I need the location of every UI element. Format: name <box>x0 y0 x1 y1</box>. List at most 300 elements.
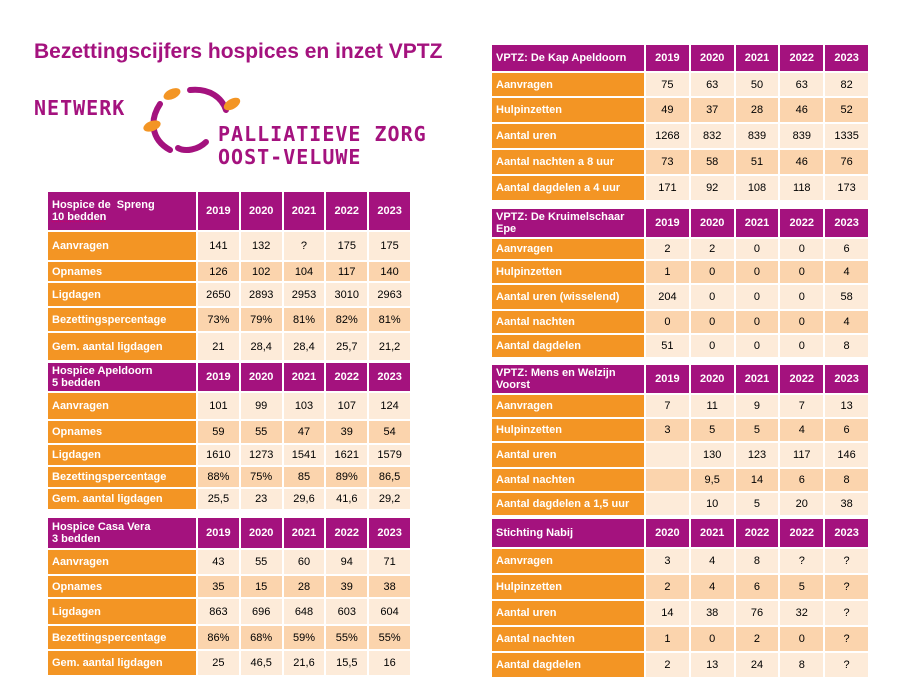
cell: 25 <box>198 651 239 675</box>
cell: 59 <box>198 421 239 443</box>
cell: 52 <box>825 98 868 122</box>
table-row <box>492 124 868 148</box>
cell: 1 <box>646 627 689 651</box>
table-row <box>492 285 868 309</box>
table-row <box>492 73 868 96</box>
cell: 124 <box>369 393 410 419</box>
cell: 21 <box>198 333 239 360</box>
cell: 86% <box>198 626 239 649</box>
table-title-line1: Hospice Apeldoorn <box>52 365 153 377</box>
cell: 81% <box>369 308 410 331</box>
cell: 76 <box>825 150 868 174</box>
cell: 76 <box>736 601 779 625</box>
cell: 60 <box>284 550 325 574</box>
year-header: 2019 <box>198 192 239 230</box>
cell: 175 <box>369 232 410 260</box>
year-header: 2022 <box>326 192 367 230</box>
row-label: Gem. aantal ligdagen <box>48 489 196 509</box>
year-header: 2022 <box>326 363 367 391</box>
table-hospice-spreng <box>46 190 412 362</box>
cell: 103 <box>284 393 325 419</box>
cell: 23 <box>241 489 282 509</box>
cell: 8 <box>736 549 779 573</box>
table-title-line2: 10 bedden <box>52 211 107 223</box>
table-row <box>48 489 410 509</box>
cell: 29,2 <box>369 489 410 509</box>
row-label: Opnames <box>48 262 196 281</box>
cell: 41,6 <box>326 489 367 509</box>
row-label: Opnames <box>48 576 196 597</box>
cell: 11 <box>691 395 734 417</box>
cell: 28 <box>284 576 325 597</box>
cell: 3010 <box>326 283 367 306</box>
cell: 7 <box>646 395 689 417</box>
cell: ? <box>825 601 868 625</box>
row-label: Bezettingspercentage <box>48 467 196 487</box>
year-header: 2022 <box>780 45 823 71</box>
cell: 696 <box>241 599 282 624</box>
cell: ? <box>825 549 868 573</box>
cell: 175 <box>326 232 367 260</box>
cell: 863 <box>198 599 239 624</box>
year-header: 2020 <box>691 45 734 71</box>
row-label: Aantal nachten <box>492 469 644 491</box>
year-header: 2019 <box>646 209 689 237</box>
cell: 1610 <box>198 445 239 465</box>
table-title-line1: VPTZ: Mens en Welzijn <box>496 367 616 379</box>
cell: 55% <box>326 626 367 649</box>
cell: 49 <box>646 98 689 122</box>
cell: 5 <box>691 419 734 441</box>
page-title: Bezettingscijfers hospices en inzet VPTZ <box>34 40 443 63</box>
cell: 0 <box>646 311 689 333</box>
cell: 89% <box>326 467 367 487</box>
table-title: VPTZ: De Kruimelschaar Epe <box>492 209 644 237</box>
table-title-line2: 5 bedden <box>52 377 101 389</box>
cell: 43 <box>198 550 239 574</box>
cell: 204 <box>646 285 689 309</box>
cell: 6 <box>736 575 779 599</box>
cell: 20 <box>780 493 823 515</box>
year-header: 2020 <box>241 363 282 391</box>
table-row <box>48 550 410 574</box>
table-row <box>492 311 868 333</box>
table-row <box>492 98 868 122</box>
row-label: Ligdagen <box>48 445 196 465</box>
cell: 38 <box>691 601 734 625</box>
cell: 0 <box>736 285 779 309</box>
cell: 9,5 <box>691 469 734 491</box>
cell: 55 <box>241 550 282 574</box>
cell: 1335 <box>825 124 868 148</box>
table-row <box>492 493 868 515</box>
cell: 55% <box>369 626 410 649</box>
row-label: Aantal dagdelen a 1,5 uur <box>492 493 644 515</box>
cell: 0 <box>736 335 779 357</box>
year-header: 2020 <box>241 518 282 548</box>
cell: 603 <box>326 599 367 624</box>
cell: 2 <box>646 239 689 259</box>
cell: 8 <box>780 653 823 677</box>
table-row <box>492 176 868 200</box>
cell: 2650 <box>198 283 239 306</box>
cell: 171 <box>646 176 689 200</box>
cell: 10 <box>691 493 734 515</box>
cell <box>646 469 689 491</box>
cell <box>646 443 689 467</box>
cell: 0 <box>691 261 734 283</box>
cell: 0 <box>691 285 734 309</box>
cell: 0 <box>780 627 823 651</box>
cell: 6 <box>825 419 868 441</box>
logo <box>30 88 430 168</box>
cell: 92 <box>691 176 734 200</box>
year-header: 2021 <box>691 519 734 547</box>
cell: 604 <box>369 599 410 624</box>
cell: 68% <box>241 626 282 649</box>
cell: 51 <box>736 150 779 174</box>
row-label: Aantal dagdelen <box>492 335 644 357</box>
row-label: Aantal uren <box>492 443 644 467</box>
year-header: 2019 <box>198 518 239 548</box>
cell: 75 <box>646 73 689 96</box>
cell: 3 <box>646 549 689 573</box>
row-label: Aanvragen <box>492 239 644 259</box>
cell: 1273 <box>241 445 282 465</box>
cell: 107 <box>326 393 367 419</box>
cell: 104 <box>284 262 325 281</box>
cell: 46,5 <box>241 651 282 675</box>
cell: ? <box>780 549 823 573</box>
year-header: 2023 <box>825 365 868 393</box>
cell: 3 <box>646 419 689 441</box>
table-vptz-voorst <box>490 363 870 517</box>
cell: 123 <box>736 443 779 467</box>
row-label: Aantal dagdelen <box>492 653 644 677</box>
cell: 0 <box>780 239 823 259</box>
year-header: 2023 <box>825 209 868 237</box>
cell: 1541 <box>284 445 325 465</box>
row-label: Gem. aantal ligdagen <box>48 333 196 360</box>
cell: 28,4 <box>241 333 282 360</box>
row-label: Aanvragen <box>48 550 196 574</box>
table-title-line2: 3 bedden <box>52 533 101 545</box>
year-header: 2021 <box>736 45 779 71</box>
row-label: Aanvragen <box>492 549 644 573</box>
cell: 1 <box>646 261 689 283</box>
cell: 24 <box>736 653 779 677</box>
cell: 82% <box>326 308 367 331</box>
cell: 13 <box>825 395 868 417</box>
row-label: Hulpinzetten <box>492 98 644 122</box>
cell: 2 <box>736 627 779 651</box>
table-row <box>48 626 410 649</box>
year-header: 2023 <box>369 192 410 230</box>
cell: 46 <box>780 150 823 174</box>
cell: 2 <box>646 575 689 599</box>
cell: 648 <box>284 599 325 624</box>
logo-text-oost-veluwe: OOST-VELUWE <box>218 145 362 169</box>
row-label: Aantal nachten a 8 uur <box>492 150 644 174</box>
cell: 839 <box>780 124 823 148</box>
year-header: 2020 <box>646 519 689 547</box>
cell: 9 <box>736 395 779 417</box>
table-row <box>492 601 868 625</box>
cell: 117 <box>780 443 823 467</box>
cell <box>646 493 689 515</box>
row-label: Aantal nachten <box>492 311 644 333</box>
cell: 28 <box>736 98 779 122</box>
table-row <box>492 239 868 259</box>
cell: 101 <box>198 393 239 419</box>
row-label: Bezettingspercentage <box>48 308 196 331</box>
cell: 2963 <box>369 283 410 306</box>
table-row <box>492 443 868 467</box>
cell: 0 <box>691 311 734 333</box>
table-row <box>492 469 868 491</box>
table-row <box>48 333 410 360</box>
cell: 99 <box>241 393 282 419</box>
table-row <box>48 232 410 260</box>
year-header: 2019 <box>646 45 689 71</box>
cell: 79% <box>241 308 282 331</box>
cell: 2953 <box>284 283 325 306</box>
cell: 2 <box>691 239 734 259</box>
table-stichting-nabij <box>490 517 870 679</box>
cell: 55 <box>241 421 282 443</box>
cell: 32 <box>780 601 823 625</box>
cell: 4 <box>691 575 734 599</box>
table-row <box>48 393 410 419</box>
year-header: 2020 <box>241 192 282 230</box>
table-row <box>492 335 868 357</box>
cell: 5 <box>736 419 779 441</box>
cell: 86,5 <box>369 467 410 487</box>
cell: 39 <box>326 421 367 443</box>
table-vptz-kruimelschaar <box>490 207 870 359</box>
cell: 146 <box>825 443 868 467</box>
cell: 4 <box>691 549 734 573</box>
cell: 0 <box>780 261 823 283</box>
cell: 63 <box>780 73 823 96</box>
row-label: Aanvragen <box>492 395 644 417</box>
cell: 25,5 <box>198 489 239 509</box>
cell: ? <box>825 627 868 651</box>
cell: 130 <box>691 443 734 467</box>
year-header: 2021 <box>736 209 779 237</box>
table-title <box>48 518 196 548</box>
row-label: Aanvragen <box>48 232 196 260</box>
cell: 28,4 <box>284 333 325 360</box>
cell: 141 <box>198 232 239 260</box>
cell: 51 <box>646 335 689 357</box>
cell: ? <box>284 232 325 260</box>
cell: 46 <box>780 98 823 122</box>
year-header: 2021 <box>736 365 779 393</box>
cell: 8 <box>825 469 868 491</box>
cell: 21,6 <box>284 651 325 675</box>
cell: 38 <box>825 493 868 515</box>
row-label: Hulpinzetten <box>492 575 644 599</box>
row-label: Hulpinzetten <box>492 261 644 283</box>
row-label: Aantal uren <box>492 601 644 625</box>
table-row <box>492 419 868 441</box>
cell: 25,7 <box>326 333 367 360</box>
cell: 15 <box>241 576 282 597</box>
table-title: VPTZ: De Kap Apeldoorn <box>492 45 644 71</box>
cell: 1621 <box>326 445 367 465</box>
cell: 126 <box>198 262 239 281</box>
cell: 50 <box>736 73 779 96</box>
year-header: 2023 <box>825 519 868 547</box>
row-label: Ligdagen <box>48 283 196 306</box>
cell: 1268 <box>646 124 689 148</box>
table-row <box>48 651 410 675</box>
cell: 0 <box>691 335 734 357</box>
cell: 58 <box>825 285 868 309</box>
cell: 47 <box>284 421 325 443</box>
table-row <box>48 421 410 443</box>
cell: 58 <box>691 150 734 174</box>
cell: 5 <box>780 575 823 599</box>
cell: 14 <box>646 601 689 625</box>
row-label: Aantal nachten <box>492 627 644 651</box>
table-title <box>48 363 196 391</box>
row-label: Opnames <box>48 421 196 443</box>
logo-text-netwerk: NETWERK <box>34 96 126 120</box>
table-title-line1: Hospice de Spreng <box>52 199 155 211</box>
cell: 21,2 <box>369 333 410 360</box>
cell: 4 <box>825 311 868 333</box>
table-row <box>492 575 868 599</box>
cell: 75% <box>241 467 282 487</box>
table-row <box>492 395 868 417</box>
year-header: 2022 <box>780 209 823 237</box>
row-label: Ligdagen <box>48 599 196 624</box>
cell: 73% <box>198 308 239 331</box>
cell: 81% <box>284 308 325 331</box>
year-header: 2019 <box>646 365 689 393</box>
cell: 54 <box>369 421 410 443</box>
cell: 14 <box>736 469 779 491</box>
logo-text-palliatieve: PALLIATIEVE ZORG <box>218 122 427 146</box>
table-title-line1: Hospice Casa Vera <box>52 521 151 533</box>
row-label: Aantal dagdelen a 4 uur <box>492 176 644 200</box>
cell: 82 <box>825 73 868 96</box>
table-row <box>48 262 410 281</box>
cell: 6 <box>825 239 868 259</box>
cell: 140 <box>369 262 410 281</box>
row-label: Hulpinzetten <box>492 419 644 441</box>
cell: 63 <box>691 73 734 96</box>
cell: 88% <box>198 467 239 487</box>
cell: 8 <box>825 335 868 357</box>
table-row <box>492 627 868 651</box>
cell: 0 <box>736 239 779 259</box>
year-header: 2022 <box>780 365 823 393</box>
cell: 4 <box>780 419 823 441</box>
cell: 0 <box>780 285 823 309</box>
cell: 117 <box>326 262 367 281</box>
cell: 37 <box>691 98 734 122</box>
year-header: 2022 <box>736 519 779 547</box>
table-title <box>492 365 644 393</box>
year-header: 2022 <box>780 519 823 547</box>
cell: 94 <box>326 550 367 574</box>
cell: 4 <box>825 261 868 283</box>
table-row <box>48 283 410 306</box>
year-header: 2021 <box>284 518 325 548</box>
cell: 6 <box>780 469 823 491</box>
cell: 839 <box>736 124 779 148</box>
cell: 0 <box>780 335 823 357</box>
table-row <box>492 150 868 174</box>
cell: 2893 <box>241 283 282 306</box>
cell: 0 <box>780 311 823 333</box>
table-row <box>48 445 410 465</box>
cell: 59% <box>284 626 325 649</box>
cell: 35 <box>198 576 239 597</box>
table-vptz-de-kap <box>490 43 870 202</box>
cell: 39 <box>326 576 367 597</box>
row-label: Aanvragen <box>48 393 196 419</box>
cell: 0 <box>691 627 734 651</box>
table-row <box>48 576 410 597</box>
table-row <box>48 467 410 487</box>
cell: 29,6 <box>284 489 325 509</box>
cell: 108 <box>736 176 779 200</box>
year-header: 2023 <box>369 518 410 548</box>
table-row <box>492 653 868 677</box>
table-row <box>48 599 410 624</box>
cell: 0 <box>736 311 779 333</box>
table-hospice-apeldoorn <box>46 361 412 511</box>
table-title: Stichting Nabij <box>492 519 644 547</box>
row-label: Aantal uren (wisselend) <box>492 285 644 309</box>
cell: 38 <box>369 576 410 597</box>
year-header: 2023 <box>825 45 868 71</box>
cell: 16 <box>369 651 410 675</box>
year-header: 2019 <box>198 363 239 391</box>
cell: 1579 <box>369 445 410 465</box>
cell: 0 <box>736 261 779 283</box>
row-label: Aanvragen <box>492 73 644 96</box>
cell: 173 <box>825 176 868 200</box>
cell: 132 <box>241 232 282 260</box>
cell: 7 <box>780 395 823 417</box>
cell: 118 <box>780 176 823 200</box>
cell: 2 <box>646 653 689 677</box>
year-header: 2020 <box>691 209 734 237</box>
year-header: 2023 <box>369 363 410 391</box>
cell: 71 <box>369 550 410 574</box>
table-row <box>48 308 410 331</box>
cell: 15,5 <box>326 651 367 675</box>
year-header: 2022 <box>326 518 367 548</box>
row-label: Gem. aantal ligdagen <box>48 651 196 675</box>
cell: ? <box>825 575 868 599</box>
cell: 5 <box>736 493 779 515</box>
table-row <box>492 549 868 573</box>
cell: 832 <box>691 124 734 148</box>
cell: 102 <box>241 262 282 281</box>
cell: 13 <box>691 653 734 677</box>
cell: 73 <box>646 150 689 174</box>
year-header: 2021 <box>284 363 325 391</box>
year-header: 2020 <box>691 365 734 393</box>
year-header: 2021 <box>284 192 325 230</box>
table-title <box>48 192 196 230</box>
